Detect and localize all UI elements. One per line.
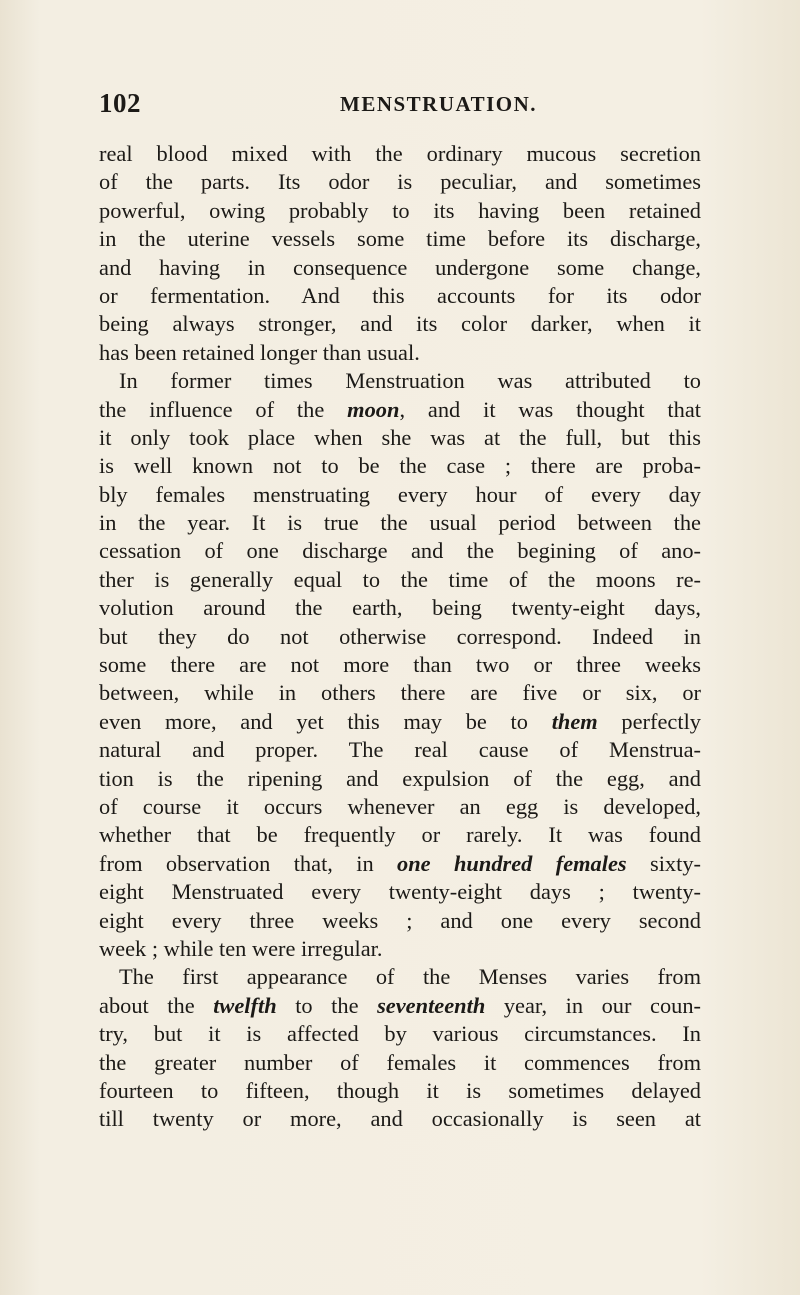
text-line <box>99 168 701 196</box>
text-line <box>99 594 701 622</box>
text-line <box>99 765 701 793</box>
text-line <box>99 225 701 253</box>
text-line <box>99 367 701 395</box>
text-run: between, while in others there are five or six, or <box>99 680 701 706</box>
text-run: of the parts. Its odor is peculiar, and sometimes <box>99 169 701 195</box>
text-run: bly females menstruating every hour of every day <box>99 481 701 507</box>
text-run: perfectly <box>597 708 701 734</box>
text-line <box>99 907 701 935</box>
page-number: 102 <box>99 88 141 118</box>
emphasis-text: seventeenth <box>377 992 486 1018</box>
running-head: MENSTRUATION. <box>340 92 538 116</box>
text-run: to the <box>276 992 378 1018</box>
text-run: the greater number of females it commences from <box>99 1049 701 1075</box>
text-line <box>99 679 701 707</box>
text-run: it only took place when she was at the full, but this <box>99 424 701 450</box>
text-line <box>99 992 701 1020</box>
text-line <box>99 509 701 537</box>
emphasis-text: moon <box>347 396 400 422</box>
text-run: eight every three weeks ; and one every second <box>99 907 701 933</box>
body-text <box>99 140 701 1134</box>
text-run: being always stronger, and its color darker, when it <box>99 311 701 337</box>
text-line <box>99 793 701 821</box>
emphasis-text: them <box>551 708 598 734</box>
text-line <box>99 878 701 906</box>
text-run: In former times Menstruation was attributed to <box>119 368 701 394</box>
text-run: the influence of the <box>99 396 348 422</box>
text-line <box>99 623 701 651</box>
page-header <box>99 88 699 118</box>
text-line <box>99 736 701 764</box>
text-line <box>99 708 701 736</box>
text-run: cessation of one discharge and the begining of ano- <box>99 538 701 564</box>
text-run: tion is the ripening and expulsion of the egg, and <box>99 765 701 791</box>
text-line <box>99 651 701 679</box>
text-run: whether that be frequently or rarely. It was found <box>99 822 701 848</box>
emphasis-text: one hundred females <box>397 850 627 876</box>
text-line <box>99 963 701 991</box>
emphasis-text: twelfth <box>213 992 277 1018</box>
text-run: about the <box>99 992 214 1018</box>
text-line <box>99 481 701 509</box>
text-run: eight Menstruated every twenty-eight days ; twenty- <box>99 879 701 905</box>
text-line <box>99 1105 701 1133</box>
text-run: volution around the earth, being twenty-eight days, <box>99 595 701 621</box>
text-line <box>99 396 701 424</box>
text-line <box>99 850 701 878</box>
text-run: real blood mixed with the ordinary mucous secretion <box>99 141 701 166</box>
text-line <box>99 821 701 849</box>
text-run: or fermentation. And this accounts for its odor <box>99 282 701 308</box>
text-run: ther is generally equal to the time of the moons re- <box>99 566 701 592</box>
text-run: and having in consequence undergone some change, <box>99 254 701 280</box>
text-line <box>99 310 701 338</box>
text-run: in the uterine vessels some time before its discharge, <box>99 226 701 252</box>
text-line <box>99 452 701 480</box>
text-run: sixty- <box>626 850 701 876</box>
text-line <box>99 140 701 168</box>
text-run: some there are not more than two or three weeks <box>99 652 701 678</box>
text-line <box>99 1020 701 1048</box>
text-run: in the year. It is true the usual period between the <box>99 510 701 536</box>
text-run: year, in our coun- <box>485 992 701 1018</box>
text-line <box>99 254 701 282</box>
text-run: natural and proper. The real cause of Menstrua- <box>99 737 701 763</box>
text-run: is well known not to be the case ; there are proba- <box>99 453 701 479</box>
text-line <box>99 424 701 452</box>
text-run: even more, and yet this may be to <box>99 708 552 734</box>
text-run: but they do not otherwise correspond. Indeed in <box>99 623 701 649</box>
text-run: , and it was thought that <box>399 396 701 422</box>
text-line <box>99 1077 701 1105</box>
text-run: week ; while ten were irregular. <box>99 935 383 961</box>
text-run: till twenty or more, and occasionally is seen at <box>99 1106 701 1132</box>
text-line <box>99 566 701 594</box>
text-run: has been retained longer than usual. <box>99 339 420 365</box>
text-run: The first appearance of the Menses varies from <box>119 964 701 990</box>
text-line <box>99 935 701 963</box>
text-line <box>99 197 701 225</box>
text-run: powerful, owing probably to its having been retained <box>99 197 701 223</box>
text-run: of course it occurs whenever an egg is developed, <box>99 793 701 819</box>
text-line <box>99 537 701 565</box>
text-line <box>99 282 701 310</box>
text-line <box>99 339 701 367</box>
text-run: from observation that, in <box>99 850 398 876</box>
text-run: fourteen to fifteen, though it is sometimes delayed <box>99 1077 701 1103</box>
text-run: try, but it is affected by various circumstances. In <box>99 1021 701 1047</box>
text-line <box>99 1049 701 1077</box>
